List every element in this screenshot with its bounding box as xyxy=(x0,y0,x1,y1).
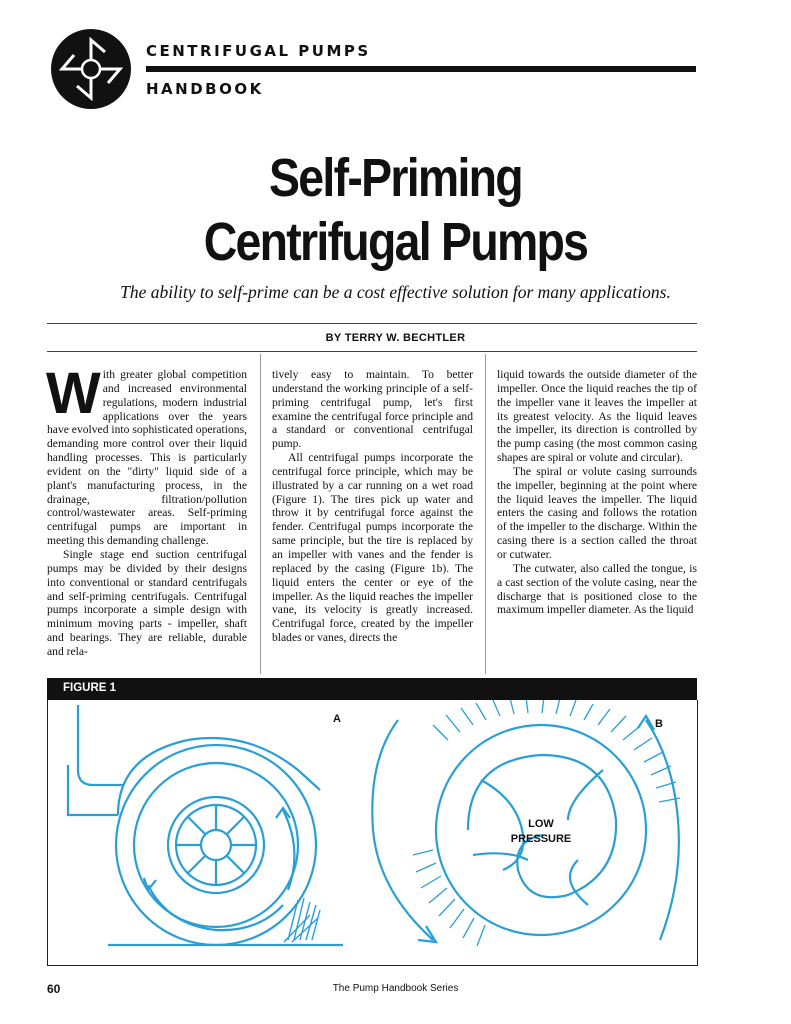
byline: BY TERRY W. BECHTLER xyxy=(325,332,466,344)
brand-title: CENTRIFUGAL PUMPS xyxy=(146,42,371,60)
column-divider xyxy=(485,354,486,674)
byline-rule-top xyxy=(47,323,697,324)
page-number: 60 xyxy=(47,982,61,996)
paragraph: Single stage end suction centrifugal pumps may be divided by their designs into conventional or standard centrifugals and self-priming centrifugals. Centrifugal pumps incorporate a simple design with minimum moving parts - impeller, shaft and bearings. They are reliable, durable and rela- xyxy=(47,547,247,658)
impeller-illustration xyxy=(372,700,680,946)
paragraph: ith greater global competition and increased environmental regulations, modern industrial applications over the years have evolved into sophisticated operations, demanding more control over their liquid handling processes. This is particularly evident on the "dirty" liquid side of a plant's manufacturing process, in the drainage, filtration/pollution control/wastewater areas. Self-priming centrifugal pumps are important in meeting this demanding challenge. xyxy=(47,368,247,548)
paragraph: liquid towards the outside diameter of the impeller. Once the liquid reaches the tip of the impeller vane it leaves the impeller at its greatest velocity. As the liquid leaves the impeller, its direction is controlled by the pump casing (the most common casing shapes are spiral or volute and circular). xyxy=(497,368,697,465)
article-column-1 xyxy=(46,361,247,659)
paragraph: All centrifugal pumps incorporate the centrifugal force principle, which may be illustrated by a car running on a wet road (Figure 1). The tires pick up water and throw it by centrifugal force against the fender. Centrifugal pumps incorporate the same principle, but the tire is replaced by an impeller with vanes and the fender is replaced by the casing (Figure 1b). The liquid enters the center or eye of the impeller. As the liquid reaches the impeller vane, its velocity is greatly increased. Centrifugal force, created by the impeller blades or vanes, directs the xyxy=(272,451,473,645)
paragraph: The cutwater, also called the tongue, is a cast section of the volute casing, near the discharge that is positioned close to the maximum impeller diameter. As the liquid xyxy=(497,561,697,617)
article-column-2 xyxy=(272,368,473,645)
brand-subtitle: HANDBOOK xyxy=(146,80,264,98)
pump-handbook-logo xyxy=(50,28,132,110)
panel-a-label: A xyxy=(333,713,341,725)
paragraph: tively easy to maintain. To better understand the working principle of a self-priming centrifugal pump, let's first examine the centrifugal force principle and a standard or conventional centrifugal pump. xyxy=(272,368,473,451)
drop-cap: W xyxy=(46,361,99,426)
low-pressure-label-line1: LOW xyxy=(528,818,554,830)
column-divider xyxy=(260,354,261,674)
figure-label: FIGURE 1 xyxy=(63,682,117,694)
byline-rule-bottom xyxy=(47,351,697,352)
article-column-3 xyxy=(497,368,697,617)
panel-b-label: B xyxy=(655,718,663,730)
article-title-line2: Centrifugal Pumps xyxy=(203,212,588,272)
water-spray xyxy=(284,898,320,942)
paragraph: The spiral or volute casing surrounds the impeller, beginning at the point where the liquid leaves the impeller. The liquid enters the casing and follows the rotation of the impeller to the discharge. Within the casing there is a section called the throat or cutwater. xyxy=(497,464,697,561)
article-subtitle: The ability to self-prime can be a cost effective solution for many applications. xyxy=(120,282,671,302)
figure-1-illustration xyxy=(47,700,698,966)
low-pressure-label-line2: PRESSURE xyxy=(510,833,572,845)
header-rule xyxy=(146,66,696,72)
article-title-line1: Self-Priming xyxy=(269,148,522,208)
figure-header xyxy=(47,678,697,700)
series-name: The Pump Handbook Series xyxy=(332,983,459,994)
article-title xyxy=(55,146,735,274)
tire-illustration xyxy=(68,705,343,945)
